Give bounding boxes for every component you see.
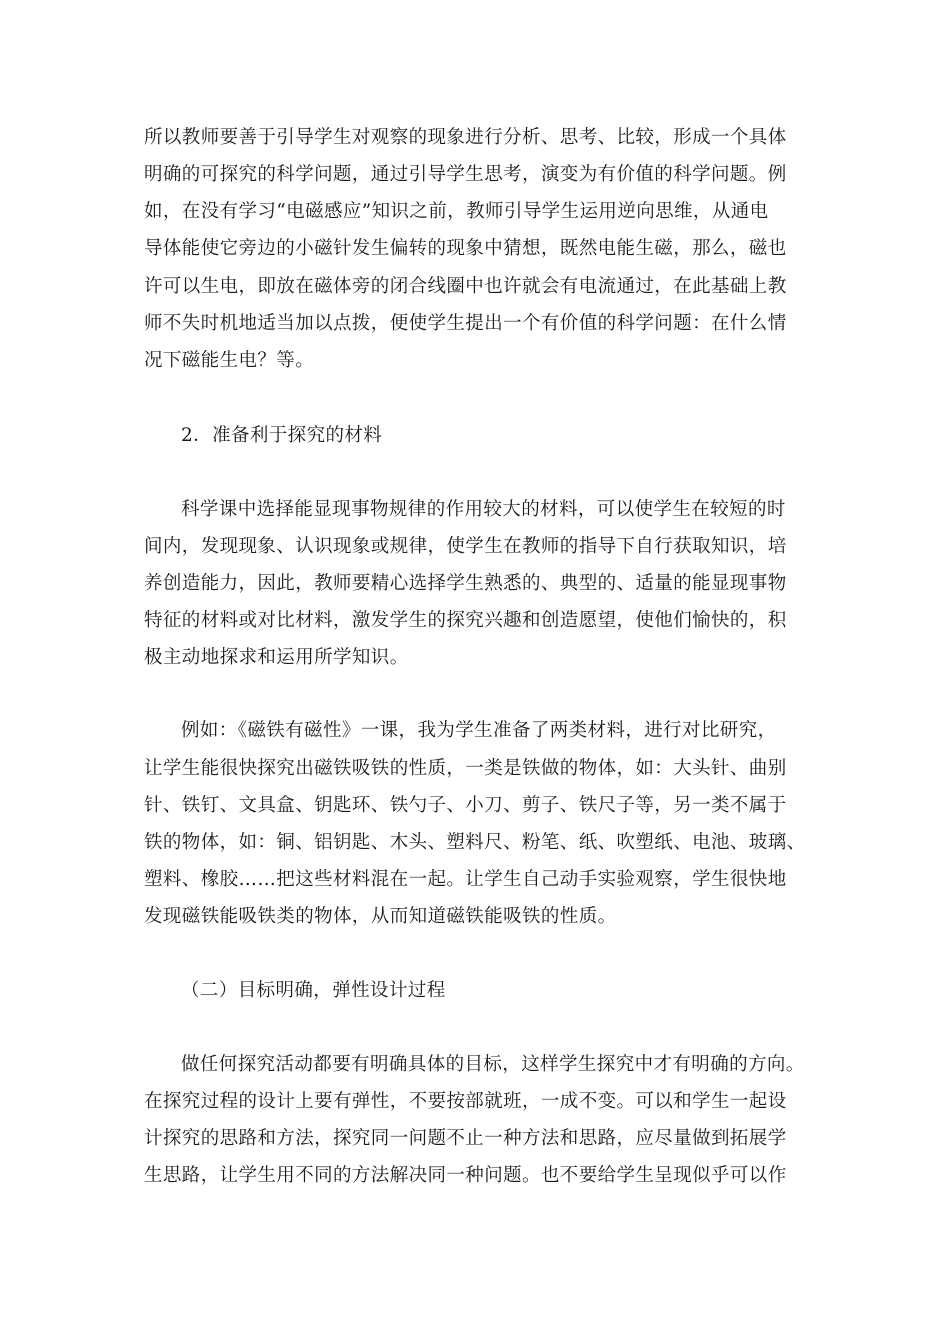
- paragraph-line: 如，在没有学习“电磁感应”知识之前，教师引导学生运用逆向思维，从通电: [144, 201, 769, 222]
- paragraph-line: 在探究过程的设计上要有弹性，不要按部就班，一成不变。可以和学生一起设: [144, 1091, 787, 1112]
- paragraph-line: 科学课中选择能显现事物规律的作用较大的材料，可以使学生在较短的时: [181, 499, 786, 520]
- paragraph-line: 铁的物体，如：铜、铝钥匙、木头、塑料尺、粉笔、纸、吹塑纸、电池、玻璃、: [144, 832, 806, 853]
- paragraph-line: 例如：《磁铁有磁性》一课，我为学生准备了两类材料，进行对比研究，: [181, 720, 777, 741]
- paragraph-line: 师不失时机地适当加以点拨，便使学生提出一个有价值的科学问题：在什么情: [144, 313, 787, 334]
- paragraph-line: 明确的可探究的科学问题，通过引导学生思考，演变为有价值的科学问题。例: [144, 164, 787, 185]
- paragraph-line: 计探究的思路和方法，探究同一问题不止一种方法和思路，应尽量做到拓展学: [144, 1128, 787, 1149]
- paragraph-line: 极主动地探求和运用所学知识。: [144, 647, 409, 668]
- paragraph-line: 针、铁钉、文具盒、钥匙环、铁勺子、小刀、剪子、铁尺子等，另一类不属于: [144, 795, 787, 816]
- paragraph-line: 让学生能很快探究出磁铁吸铁的性质，一类是铁做的物体，如：大头针、曲别: [144, 758, 787, 779]
- paragraph-line: 塑料、橡胶……把这些材料混在一起。让学生自己动手实验观察，学生很快地: [144, 869, 787, 890]
- section-heading: 2．准备利于探究的材料: [181, 425, 383, 446]
- paragraph-line: 养创造能力，因此，教师要精心选择学生熟悉的、典型的、适量的能显现事物: [144, 573, 787, 594]
- paragraph-line: 导体能使它旁边的小磁针发生偏转的现象中猜想，既然电能生磁，那么，磁也: [144, 238, 787, 259]
- paragraph-line: 特征的材料或对比材料，激发学生的探究兴趣和创造愿望，使他们愉快的，积: [144, 610, 787, 631]
- paragraph-line: 间内，发现现象、认识现象或规律，使学生在教师的指导下自行获取知识，培: [144, 536, 787, 557]
- paragraph-line: 况下磁能生电？等。: [144, 350, 315, 371]
- paragraph-line: 生思路，让学生用不同的方法解决同一种问题。也不要给学生呈现似乎可以作: [144, 1165, 787, 1186]
- section-heading: （二）目标明确，弹性设计过程: [181, 980, 446, 1001]
- paragraph-line: 许可以生电，即放在磁体旁的闭合线圈中也许就会有电流通过，在此基础上教: [144, 276, 787, 297]
- paragraph-line: 做任何探究活动都要有明确具体的目标，这样学生探究中才有明确的方向。: [181, 1054, 805, 1075]
- paragraph-line: 发现磁铁能吸铁类的物体，从而知道磁铁能吸铁的性质。: [144, 906, 617, 927]
- paragraph-line: 所以教师要善于引导学生对观察的现象进行分析、思考、比较，形成一个具体: [144, 127, 787, 148]
